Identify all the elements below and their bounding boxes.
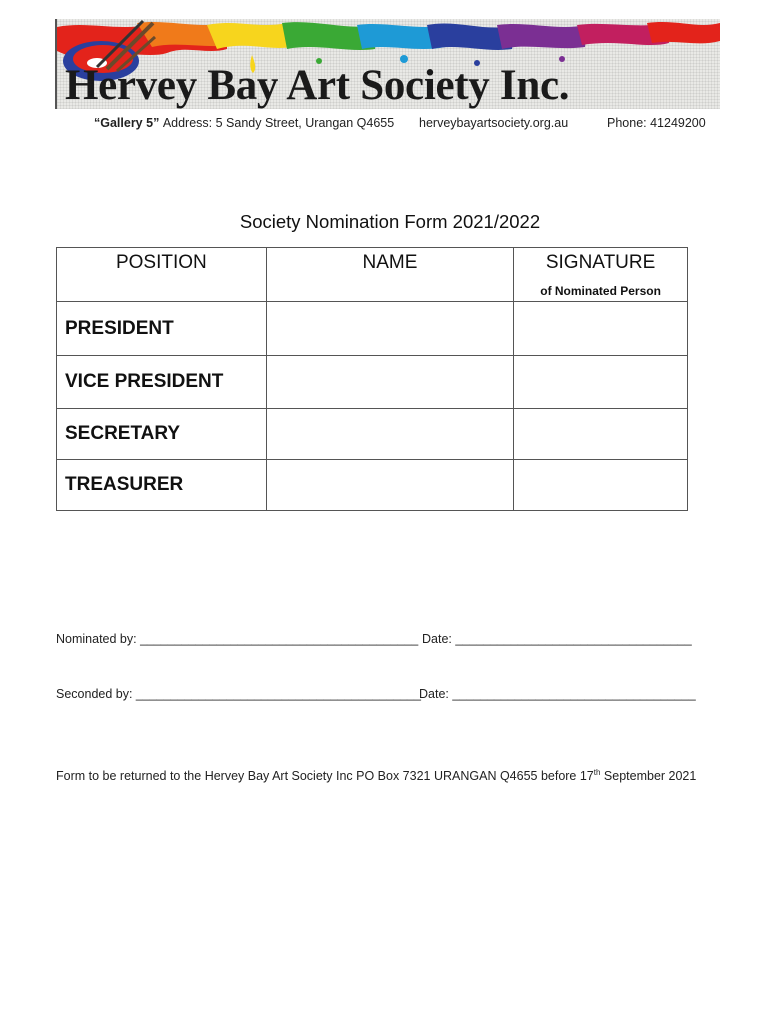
return-instructions-tail: September 2021: [600, 769, 697, 783]
website-text: herveybayartsociety.org.au: [419, 116, 569, 130]
ordinal-suffix: th: [593, 768, 601, 777]
address-text: Address: 5 Sandy Street, Urangan Q4655: [162, 116, 395, 130]
form-title: Society Nomination Form 2021/2022: [239, 211, 541, 232]
table-row: [57, 460, 688, 511]
position-vice-president: VICE PRESIDENT: [57, 356, 267, 409]
table-row: [57, 356, 688, 409]
name-column-header: NAME: [266, 248, 513, 302]
name-field[interactable]: [266, 460, 513, 511]
position-column-header: POSITION: [57, 248, 267, 302]
signature-label: SIGNATURE: [545, 252, 656, 273]
position-secretary: SECRETARY: [57, 409, 267, 460]
nominated-by-field[interactable]: Nominated by: ________________________________________: [56, 632, 419, 646]
name-field[interactable]: [266, 356, 513, 409]
signature-field[interactable]: [514, 460, 688, 511]
phone-text: Phone: 41249200: [607, 116, 706, 130]
name-field[interactable]: [266, 409, 513, 460]
name-field[interactable]: [266, 302, 513, 356]
seconded-date-field[interactable]: Date: ___________________________________: [419, 687, 696, 701]
gallery-name: “Gallery 5”: [94, 116, 160, 130]
banner-title: Hervey Bay Art Society Inc.: [65, 62, 570, 109]
signature-field[interactable]: [514, 302, 688, 356]
table-row: [57, 409, 688, 460]
nomination-table: [56, 247, 688, 511]
signature-sublabel: of Nominated Person: [540, 284, 661, 298]
return-instructions: [56, 768, 696, 783]
return-instructions-text: Form to be returned to the Hervey Bay Art Society Inc PO Box 7321 URANGAN Q4655 before 17: [56, 769, 594, 783]
signature-column-header: [514, 248, 688, 302]
position-treasurer: TREASURER: [57, 460, 267, 511]
header-banner: [55, 19, 720, 109]
signature-field[interactable]: [514, 409, 688, 460]
table-row: [57, 302, 688, 356]
table-header-row: [57, 248, 688, 302]
contact-address: [94, 116, 394, 130]
position-president: PRESIDENT: [57, 302, 267, 356]
nominated-date-field[interactable]: Date: __________________________________: [422, 632, 692, 646]
signature-field[interactable]: [514, 356, 688, 409]
seconded-by-field[interactable]: Seconded by: _________________________________________: [56, 687, 421, 701]
